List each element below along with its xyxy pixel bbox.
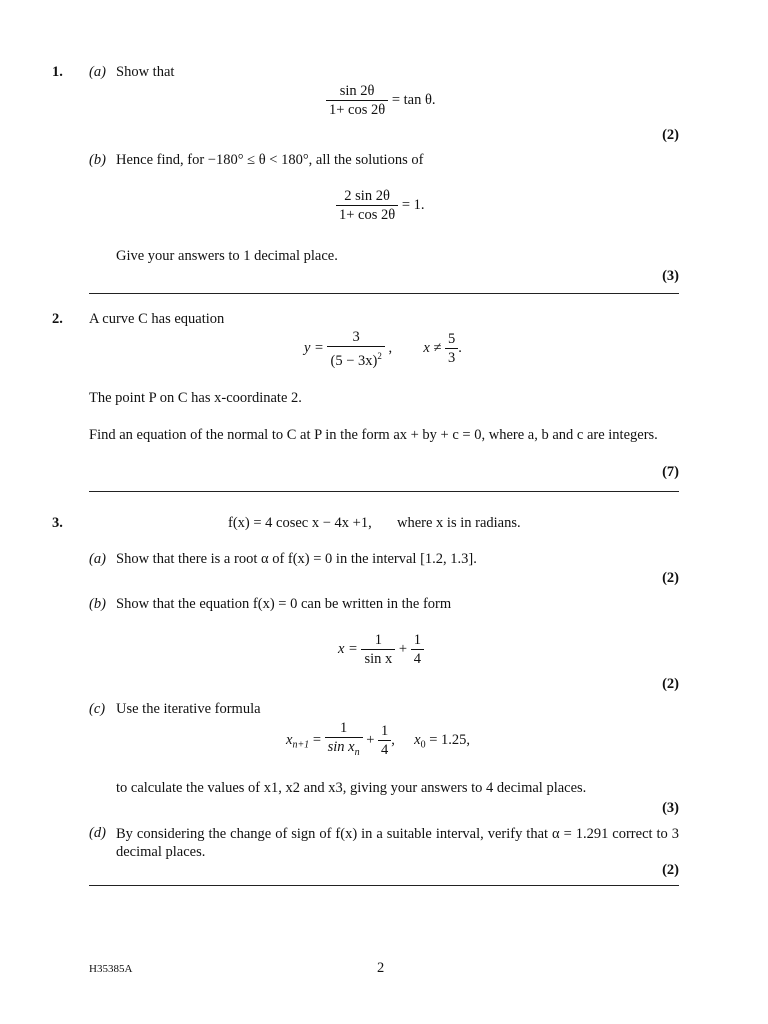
q2-cond-numerator: 5 — [447, 331, 456, 348]
q1a-label: (a) — [89, 64, 106, 80]
q1a-numerator: sin 2θ — [339, 83, 375, 99]
q1a-rhs: = tan θ. — [391, 91, 436, 108]
q3b-label: (b) — [89, 596, 106, 612]
q1b-note: Give your answers to 1 decimal place. — [116, 248, 338, 264]
q2-equation — [304, 328, 462, 370]
q2-eq-sep: , — [388, 340, 393, 357]
q3c-x0: x — [414, 731, 421, 748]
q3c-numerator-1: 1 — [339, 720, 348, 736]
q1b-fraction — [336, 187, 398, 224]
q3-definition: f(x) = 4 cosec x − 4x +1, — [228, 515, 372, 531]
q3c-text: Use the iterative formula — [116, 701, 261, 717]
q3d-text: By considering the change of sign of f(x) in a suitable interval, verify that α = 1.291 correct to 3 decimal places. — [116, 826, 679, 860]
q1a-text: Show that — [116, 64, 175, 80]
footer-page-number: 2 — [377, 960, 385, 976]
q2-condition: x ≠ — [423, 340, 442, 357]
q1b-text: Hence find, for −180° ≤ θ < 180°, all the solutions of — [116, 152, 424, 168]
q2-cond-end: . — [458, 340, 462, 357]
q1b-marks: (3) — [662, 268, 679, 284]
q2-denominator-power: 2 — [377, 351, 382, 361]
q3c-denominator-1-sub: n — [354, 746, 360, 758]
q2-cond-fraction — [445, 330, 458, 367]
q1a-denominator: 1+ cos 2θ — [326, 100, 388, 119]
q3b-text: Show that the equation f(x) = 0 can be written in the form — [116, 596, 452, 612]
q2-point-text: The point P on C has x-coordinate 2. — [89, 390, 302, 406]
q1b-equation — [336, 187, 425, 224]
q1a-marks: (2) — [662, 127, 679, 143]
q3c-eq-sign: = — [312, 731, 321, 748]
q3b-numerator-2: 1 — [413, 632, 421, 648]
q2-fraction — [327, 328, 384, 370]
q3c-label: (c) — [89, 701, 106, 717]
q3b-fraction-2 — [411, 631, 424, 668]
divider-q2 — [89, 491, 679, 492]
q1a-fraction — [326, 82, 388, 119]
q3b-equation — [338, 631, 424, 668]
q2-cond-denominator: 3 — [445, 348, 458, 367]
q2-eq-lhs: y = — [304, 340, 324, 357]
q3c-plus: + — [366, 731, 375, 748]
q3b-fraction-1 — [361, 631, 395, 668]
q3c-x0-sub: 0 — [420, 739, 426, 751]
q2-denominator-wrap — [327, 346, 384, 370]
q3c-denominator-2: 4 — [378, 740, 391, 759]
q3b-numerator-1: 1 — [374, 632, 382, 648]
q3c-comma: , — [391, 731, 395, 748]
q3c-numerator-2: 1 — [381, 722, 389, 739]
q2-denominator: (5 − 3x) — [330, 352, 378, 369]
q2-number: 2. — [52, 311, 63, 327]
q3b-denominator-1: sin x — [361, 649, 395, 668]
q3b-eq-lhs: x = — [338, 640, 358, 657]
q2-marks: (7) — [662, 464, 679, 480]
q3c-denominator-1-wrap — [325, 737, 363, 762]
q1a-equation — [326, 82, 436, 119]
q3a-marks: (2) — [662, 570, 679, 586]
q2-find-text: Find an equation of the normal to C at P in the form ax + by + c = 0, where a, b and c are integers. — [89, 427, 658, 443]
q3b-marks: (2) — [662, 676, 679, 692]
q3c-marks: (3) — [662, 800, 679, 816]
divider-q3 — [89, 885, 679, 886]
q1-number: 1. — [52, 64, 63, 80]
q3c-lhs-x: x — [286, 731, 293, 748]
q3c-x0-value: = 1.25, — [429, 731, 471, 748]
q3b-denominator-2: 4 — [411, 649, 424, 668]
q2-intro: A curve C has equation — [89, 311, 225, 327]
q1b-numerator: 2 sin 2θ — [344, 188, 390, 204]
q3d-marks: (2) — [662, 862, 679, 878]
q3c-fraction-1 — [325, 719, 363, 762]
q3-definition-where: where x is in radians. — [397, 515, 521, 531]
q3d-label: (d) — [89, 825, 106, 841]
q1b-rhs: = 1. — [401, 196, 425, 213]
q3a-text: Show that there is a root α of f(x) = 0 in the interval [1.2, 1.3]. — [116, 551, 477, 567]
q3b-plus: + — [398, 640, 408, 657]
q3a-label: (a) — [89, 551, 106, 567]
q3c-fraction-2 — [378, 722, 391, 759]
q3c-equation — [286, 719, 470, 762]
q3c-text2: to calculate the values of x1, x2 and x3, giving your answers to 4 decimal places. — [116, 780, 587, 796]
q1b-label: (b) — [89, 152, 106, 168]
footer-paper-code: H35385A — [89, 963, 133, 975]
q2-numerator: 3 — [352, 329, 360, 345]
q3-number: 3. — [52, 515, 63, 531]
q1b-denominator: 1+ cos 2θ — [336, 205, 398, 224]
q3c-denominator-1: sin x — [327, 739, 355, 755]
q3c-lhs-sub: n+1 — [292, 739, 310, 751]
divider-q1 — [89, 293, 679, 294]
